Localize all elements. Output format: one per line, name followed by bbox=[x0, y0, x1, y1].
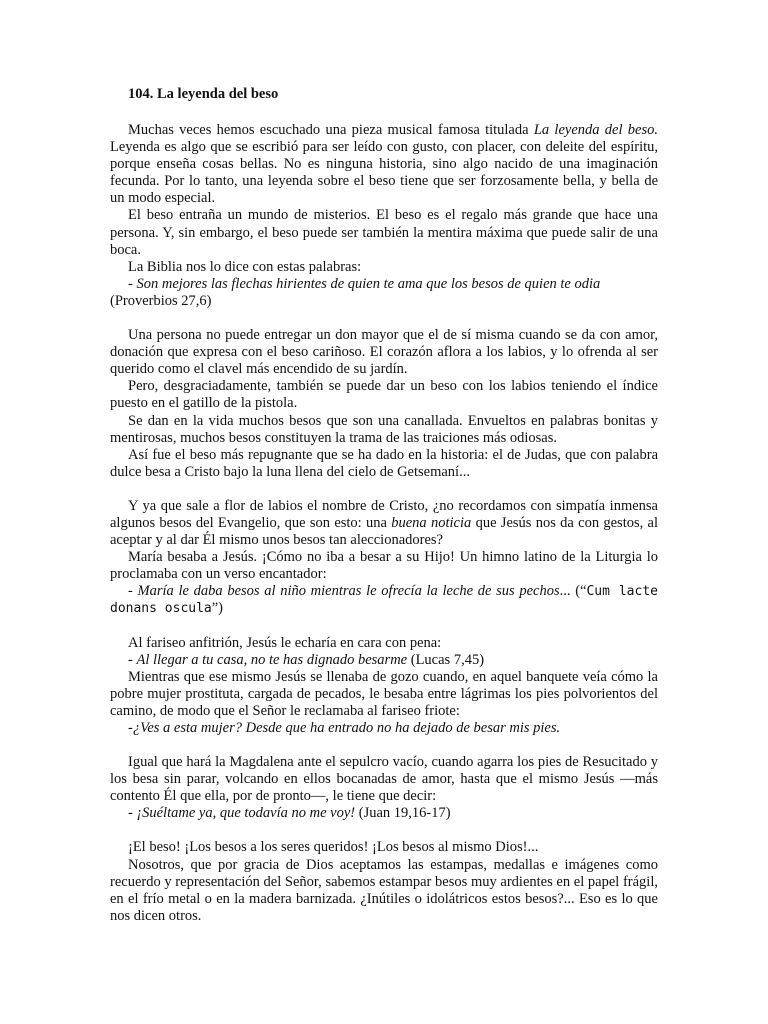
text-span: Y ya que sale a flor de labios el nombre de Cristo, ¿no recordamos con simpatía inmensa algunos besos del Evangelio, que son esto: una bbox=[110, 497, 658, 531]
quote-reference: (Juan 19,16-17) bbox=[355, 805, 451, 822]
text-span: Leyenda es algo que se escribió para ser leído con gusto, con placer, con deleite del espíritu, porque enseña cosas bellas. No es ninguna historia, sino algo nacido de una imaginación fecunda. Por lo tanto, una leyenda sobre el beso tiene que ser forzosamente bella, y bella de un modo especial. bbox=[110, 139, 658, 207]
text-span: ... (“ bbox=[559, 583, 587, 600]
quote-reference: (Lucas 7,45) bbox=[407, 651, 485, 668]
dash: - bbox=[128, 805, 137, 822]
quote-text: Al llegar a tu casa, no te has dignado besarme bbox=[136, 651, 408, 668]
paragraph: María besaba a Jesús. ¡Cómo no iba a besar a su Hijo! Un himno latino de la Liturgia lo proclamaba con un verso encantador: bbox=[110, 549, 658, 583]
spacer bbox=[110, 481, 658, 498]
song-title: La leyenda del beso. bbox=[533, 122, 658, 138]
latin-verse: Cum lacte donans oscula bbox=[110, 584, 658, 617]
text-span: Muchas veces hemos escuchado una pieza musical famosa titulada bbox=[128, 122, 534, 138]
document-page bbox=[110, 86, 658, 925]
quote-lucas bbox=[110, 652, 658, 669]
quote-text: ¿Ves a esta mujer? Desde que ha entrado no ha dejado de besar mis pies. bbox=[132, 720, 561, 736]
paragraph: Una persona no puede entregar un don mayor que el de sí misma cuando se da con amor, donación que expresa con el beso cariñoso. El corazón aflora a los labios, y lo ofrenda al ser querido como el clavel más encendido de su jardín. bbox=[110, 327, 658, 378]
spacer bbox=[110, 737, 658, 754]
quote-ves-a-esta-mujer bbox=[110, 720, 658, 737]
spacer bbox=[110, 310, 658, 327]
paragraph: ¡El beso! ¡Los besos a los seres queridos! ¡Los besos al mismo Dios!... bbox=[128, 839, 539, 856]
emphasis: buena noticia bbox=[391, 514, 472, 531]
quote-reference: (Proverbios 27,6) bbox=[110, 292, 212, 309]
paragraph: Nosotros, que por gracia de Dios aceptamos las estampas, medallas e imágenes como recuerdo y representación del Señor, sabemos estampar besos muy ardientes en el papel frágil, en el frío metal o en la madera barnizada. ¿Inútiles o idolátricos estos besos?... Eso es lo que nos dicen otros. bbox=[110, 856, 658, 924]
quote-text: María le daba besos al niño mientras le ofrecía la leche de sus pechos bbox=[137, 583, 560, 600]
spacer bbox=[110, 618, 658, 635]
text-span: ”) bbox=[211, 600, 224, 617]
paragraph bbox=[110, 498, 658, 549]
quote-text: Son mejores las flechas hirientes de quien te ama que los besos de quien te odia bbox=[136, 275, 601, 292]
dash: - bbox=[128, 583, 138, 600]
paragraph: Así fue el beso más repugnante que se ha dado en la historia: el de Judas, que con palabra dulce besa a Cristo bajo la luna llena del cielo de Getsemaní... bbox=[110, 446, 658, 480]
dash: - bbox=[128, 720, 133, 736]
paragraph: Igual que hará la Magdalena ante el sepulcro vacío, cuando agarra los pies de Resucitado y los besa sin parar, volcando en ellos bocanadas de amor, hasta que el mismo Jesús —más contento Él que ella, por de pronto—, le tiene que decir: bbox=[110, 754, 658, 805]
quote-juan bbox=[110, 805, 658, 822]
quote-proverbios bbox=[110, 276, 658, 293]
paragraph bbox=[110, 122, 658, 207]
dash: - bbox=[128, 275, 137, 292]
quote-text: ¡Suéltame ya, que todavía no me voy! bbox=[136, 805, 356, 822]
paragraph: Mientras que ese mismo Jesús se llenaba de gozo cuando, en aquel banquete veía cómo la pobre mujer prostituta, cargada de pecados, le besaba entre lágrimas los pies polvorientos del camino, de modo que el Señor le reclamaba al fariseo friote: bbox=[110, 668, 658, 719]
paragraph: Se dan en la vida muchos besos que son una canallada. Envueltos en palabras bonitas y mentirosas, muchos besos constituyen la trama de las traiciones más odiosas. bbox=[110, 412, 658, 446]
paragraph: Al fariseo anfitrión, Jesús le echaría en cara con pena: bbox=[128, 634, 442, 651]
dash: - bbox=[128, 651, 137, 668]
quote-liturgia bbox=[110, 583, 658, 617]
paragraph: Pero, desgraciadamente, también se puede dar un beso con los labios teniendo el índice puesto en el gatillo de la pistola. bbox=[110, 378, 658, 412]
spacer bbox=[110, 822, 658, 839]
text-span: que Jesús nos da con gestos, al aceptar y al dar Él mismo unos besos tan aleccionadores? bbox=[110, 514, 659, 549]
article-title: 104. La leyenda del beso bbox=[128, 86, 279, 102]
paragraph: La Biblia nos lo dice con estas palabras: bbox=[128, 258, 362, 275]
paragraph: El beso entraña un mundo de misterios. El beso es el regalo más grande que hace una persona. Y, sin embargo, el beso puede ser también la mentira máxima que puede salir de una boca. bbox=[110, 207, 658, 258]
